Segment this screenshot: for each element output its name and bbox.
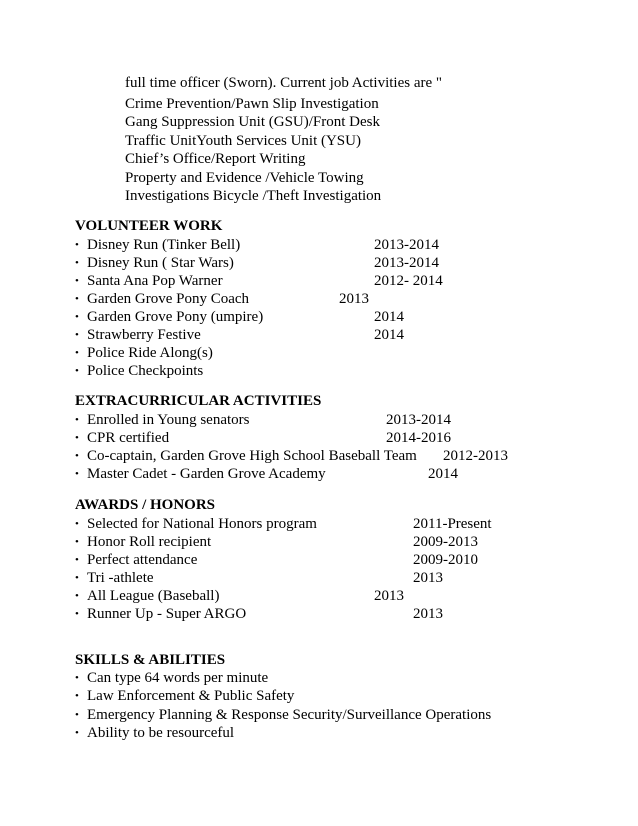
bullet: • (75, 572, 79, 584)
list-item-year: 2014 (374, 309, 404, 325)
bullet: • (75, 709, 79, 721)
section-heading-skills: SKILLS & ABILITIES (75, 652, 226, 668)
bullet: • (75, 293, 79, 305)
list-item-text: Selected for National Honors program (87, 516, 317, 532)
intro-line: Investigations Bicycle /Theft Investigation (125, 188, 382, 204)
list-item-text: Master Cadet - Garden Grove Academy (87, 466, 326, 482)
list-item-text: Disney Run (Tinker Bell) (87, 237, 241, 253)
list-item-year: 2012- 2014 (374, 273, 443, 289)
list-item-text: Law Enforcement & Public Safety (87, 688, 295, 704)
list-item-text: Ability to be resourceful (87, 725, 235, 741)
list-item-text: Enrolled in Young senators (87, 412, 250, 428)
list-item-text: Can type 64 words per minute (87, 670, 269, 686)
list-item-year: 2011-Present (413, 516, 492, 532)
bullet: • (75, 554, 79, 566)
list-item-text: Disney Run ( Star Wars) (87, 255, 234, 271)
list-item-text: Honor Roll recipient (87, 534, 212, 550)
list-item-text: Police Ride Along(s) (87, 345, 213, 361)
bullet: • (75, 690, 79, 702)
bullet: • (75, 727, 79, 739)
list-item-year: 2013 (413, 606, 443, 622)
intro-line: full time officer (Sworn). Current job Activities are " (125, 75, 443, 91)
list-item-text: Emergency Planning & Response Security/Surveillance Operations (87, 707, 492, 723)
bullet: • (75, 450, 79, 462)
list-item-text: Runner Up - Super ARGO (87, 606, 247, 622)
list-item-text: Co-captain, Garden Grove High School Baseball Team (87, 448, 417, 464)
bullet: • (75, 275, 79, 287)
bullet: • (75, 257, 79, 269)
list-item-year: 2013-2014 (386, 412, 451, 428)
list-item-year: 2014-2016 (386, 430, 451, 446)
bullet: • (75, 468, 79, 480)
bullet: • (75, 608, 79, 620)
intro-line: Gang Suppression Unit (GSU)/Front Desk (125, 114, 380, 130)
section-heading-volunteer: VOLUNTEER WORK (75, 218, 223, 234)
intro-line: Chief’s Office/Report Writing (125, 151, 306, 167)
list-item-text: Garden Grove Pony Coach (87, 291, 250, 307)
bullet: • (75, 329, 79, 341)
list-item-year: 2013 (339, 291, 369, 307)
list-item-text: CPR certified (87, 430, 170, 446)
bullet: • (75, 518, 79, 530)
bullet: • (75, 347, 79, 359)
list-item-year: 2014 (374, 327, 404, 343)
intro-line: Property and Evidence /Vehicle Towing (125, 170, 364, 186)
section-heading-awards: AWARDS / HONORS (75, 497, 216, 513)
bullet: • (75, 414, 79, 426)
bullet: • (75, 590, 79, 602)
section-heading-extracurricular: EXTRACURRICULAR ACTIVITIES (75, 393, 322, 409)
intro-line: Crime Prevention/Pawn Slip Investigation (125, 96, 379, 112)
bullet: • (75, 432, 79, 444)
bullet: • (75, 536, 79, 548)
list-item-year: 2012-2013 (443, 448, 508, 464)
list-item-year: 2013-2014 (374, 255, 439, 271)
list-item-year: 2009-2010 (413, 552, 478, 568)
bullet: • (75, 311, 79, 323)
list-item-text: Garden Grove Pony (umpire) (87, 309, 264, 325)
list-item-year: 2014 (428, 466, 458, 482)
list-item-year: 2013-2014 (374, 237, 439, 253)
list-item-text: Tri -athlete (87, 570, 154, 586)
list-item-text: Santa Ana Pop Warner (87, 273, 223, 289)
list-item-text: Strawberry Festive (87, 327, 201, 343)
intro-line: Traffic UnitYouth Services Unit (YSU) (125, 133, 361, 149)
bullet: • (75, 239, 79, 251)
bullet: • (75, 672, 79, 684)
list-item-year: 2009-2013 (413, 534, 478, 550)
list-item-year: 2013 (413, 570, 443, 586)
list-item-year: 2013 (374, 588, 404, 604)
bullet: • (75, 365, 79, 377)
list-item-text: Perfect attendance (87, 552, 198, 568)
list-item-text: Police Checkpoints (87, 363, 204, 379)
list-item-text: All League (Baseball) (87, 588, 220, 604)
